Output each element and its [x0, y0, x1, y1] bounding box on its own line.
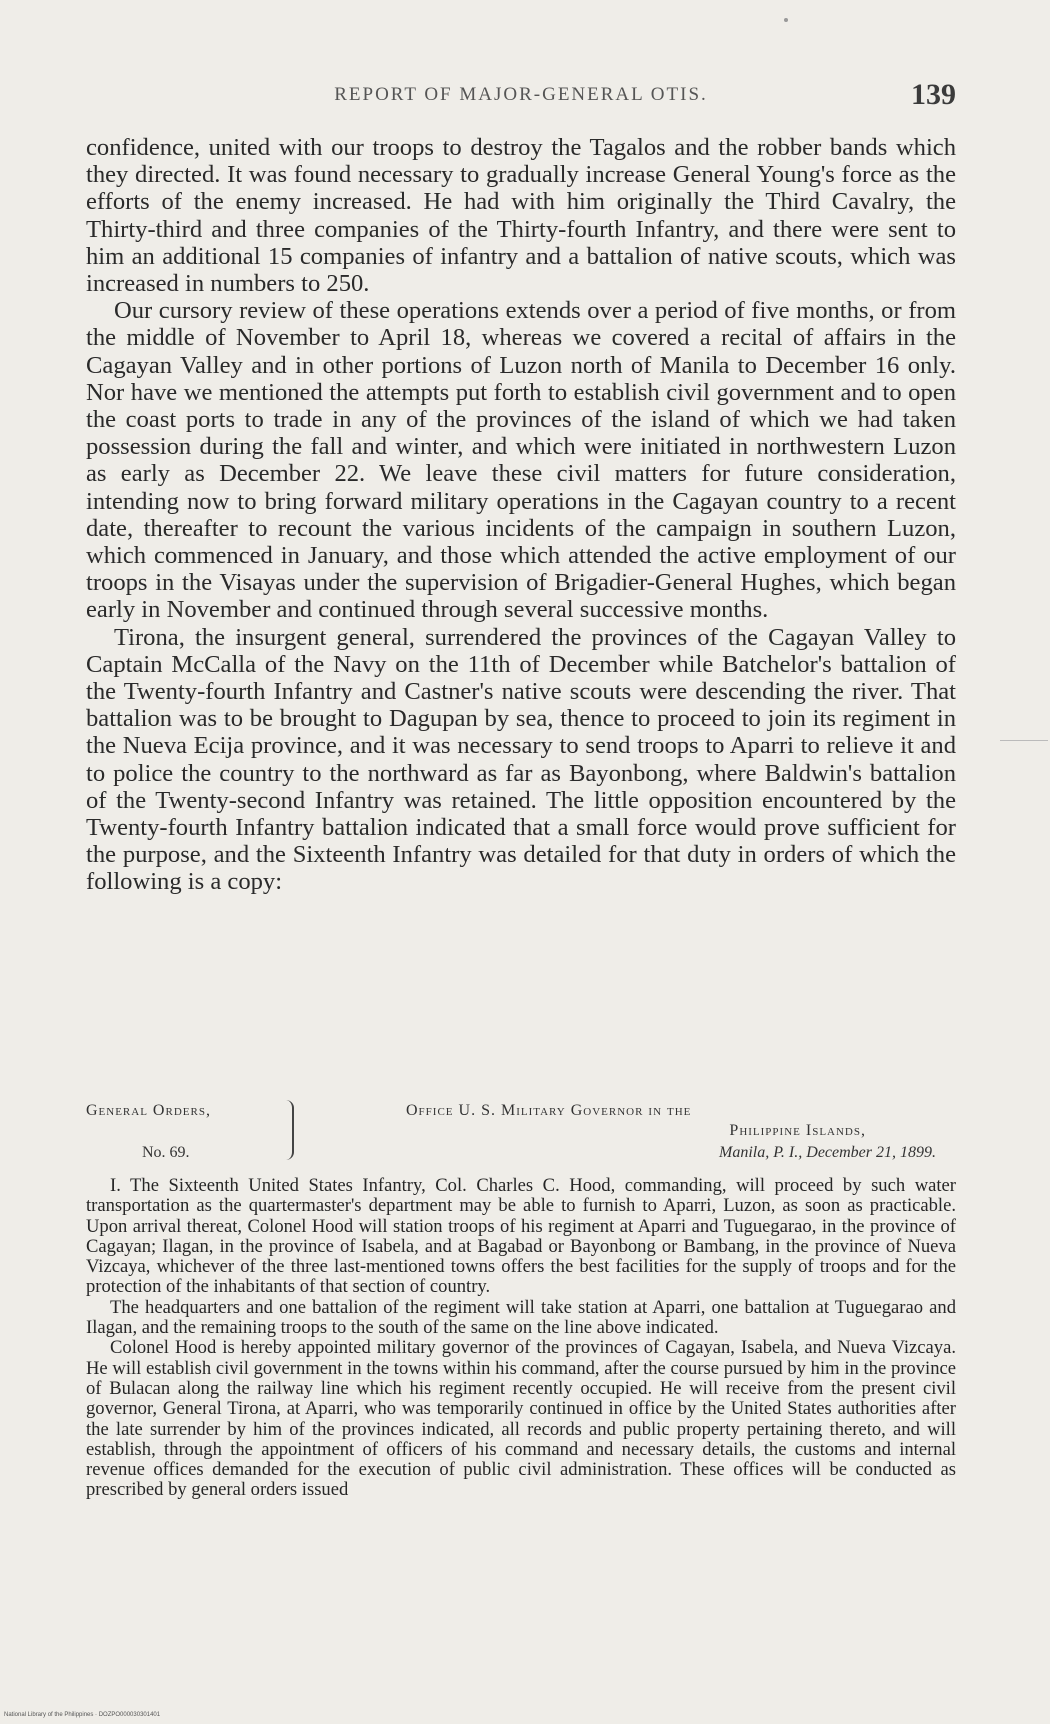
order-paragraph: I. The Sixteenth United States Infantry, Col. Charles C. Hood, commanding, will proceed by such water transportation as the quartermaster's department may be able to furnish to Aparri, Luzon, as soon as practicable. Upon arrival thereat, Colonel Hood will station troops of his regiment at Aparri and Tuguegarao, in the province of Cagayan; Ilagan, in the province of Isabela, and at Bagabad or Bayonbong or Bambang, in the province of Nueva Vizcaya, whichever of the three last-mentioned towns offers the best facilities for the supply of troops and for the protection of the inhabitants of that section of country.: [86, 1175, 956, 1298]
orders-text: [86, 1176, 956, 1501]
margin-mark: [1000, 740, 1048, 741]
order-paragraph: The headquarters and one battalion of the regiment will take station at Aparri, one battalion at Tuguegarao and Ilagan, and the remaining troops to the south of the same on the line above indicated.: [86, 1296, 956, 1339]
page-number: 139: [911, 78, 956, 111]
running-head: REPORT OF MAJOR-GENERAL OTIS.: [334, 84, 708, 105]
general-orders-heading: [86, 1098, 956, 1168]
page-header: [86, 78, 956, 114]
orders-number: No. 69.: [142, 1144, 190, 1161]
scan-footer: National Library of the Philippines · DOZPO000030301401: [4, 1712, 161, 1718]
office-line: Philippine Islands,: [729, 1122, 866, 1139]
scan-speck: [784, 18, 788, 22]
order-paragraph: Colonel Hood is hereby appointed military governor of the provinces of Cagayan, Isabela, and Nueva Vizcaya. He will establish civil government in the towns within his command, after the course pursued by him in the province of Bulacan along the railway line which his regiment recently occupied. He will receive from the present civil governor, General Tirona, at Aparri, who was temporarily continued in office by the United States authorities after the late surrender by him of the provinces indicated, all records and public property pertaining thereto, and will establish, through the appointment of officers of his command and necessary details, the customs and internal revenue offices demanded for the execution of public civil administration. These offices will be conducted as prescribed by general orders issued: [86, 1337, 956, 1501]
brace: [282, 1100, 294, 1160]
office-line: Office U. S. Military Governor in the: [406, 1102, 692, 1119]
body-text: [86, 134, 956, 896]
paragraph: Tirona, the insurgent general, surrendered the provinces of the Cagayan Valley to Captain McCalla of the Navy on the 11th of December while Batchelor's battalion of the Twenty-fourth Infantry and Castner's native scouts were descending the river. That battalion was to be brought to Dagupan by sea, thence to proceed to join its regiment in the Nueva Ecija province, and it was necessary to send troops to Aparri to relieve it and to police the country to the northward as far as Bayonbong, where Baldwin's battalion of the Twenty-second Infantry was retained. The little opposition encountered by the Twenty-fourth Infantry battalion indicated that a small force would prove sufficient for the purpose, and the Sixteenth Infantry was detailed for that duty in orders of which the following is a copy:: [86, 623, 956, 896]
orders-label: General Orders,: [86, 1102, 211, 1119]
paragraph: confidence, united with our troops to destroy the Tagalos and the robber bands which they directed. It was found necessary to gradually increase General Young's force as the efforts of the enemy increased. He had with him originally the Third Cavalry, the Thirty-third and three companies of the Thirty-fourth Infantry, and there were sent to him an additional 15 companies of infantry and a battalion of native scouts, which was increased in numbers to 250.: [86, 134, 956, 298]
orders-dateline: Manila, P. I., December 21, 1899.: [719, 1144, 936, 1161]
paragraph: Our cursory review of these operations extends over a period of five months, or from the middle of November to April 18, whereas we covered a recital of affairs in the Cagayan Valley and in other portions of Luzon north of Manila to December 16 only. Nor have we mentioned the attempts put forth to establish civil government and to open the coast ports to trade in any of the provinces of the island of which we had taken possession during the fall and winter, and which were initiated in northwestern Luzon as early as December 22. We leave these civil matters for future consideration, intending now to bring forward military operations in the Cagayan country to a recent date, thereafter to recount the various incidents of the campaign in southern Luzon, which commenced in January, and those which attended the active employment of our troops in the Visayas under the supervision of Brigadier-General Hughes, which began early in November and continued through several successive months.: [86, 297, 956, 624]
